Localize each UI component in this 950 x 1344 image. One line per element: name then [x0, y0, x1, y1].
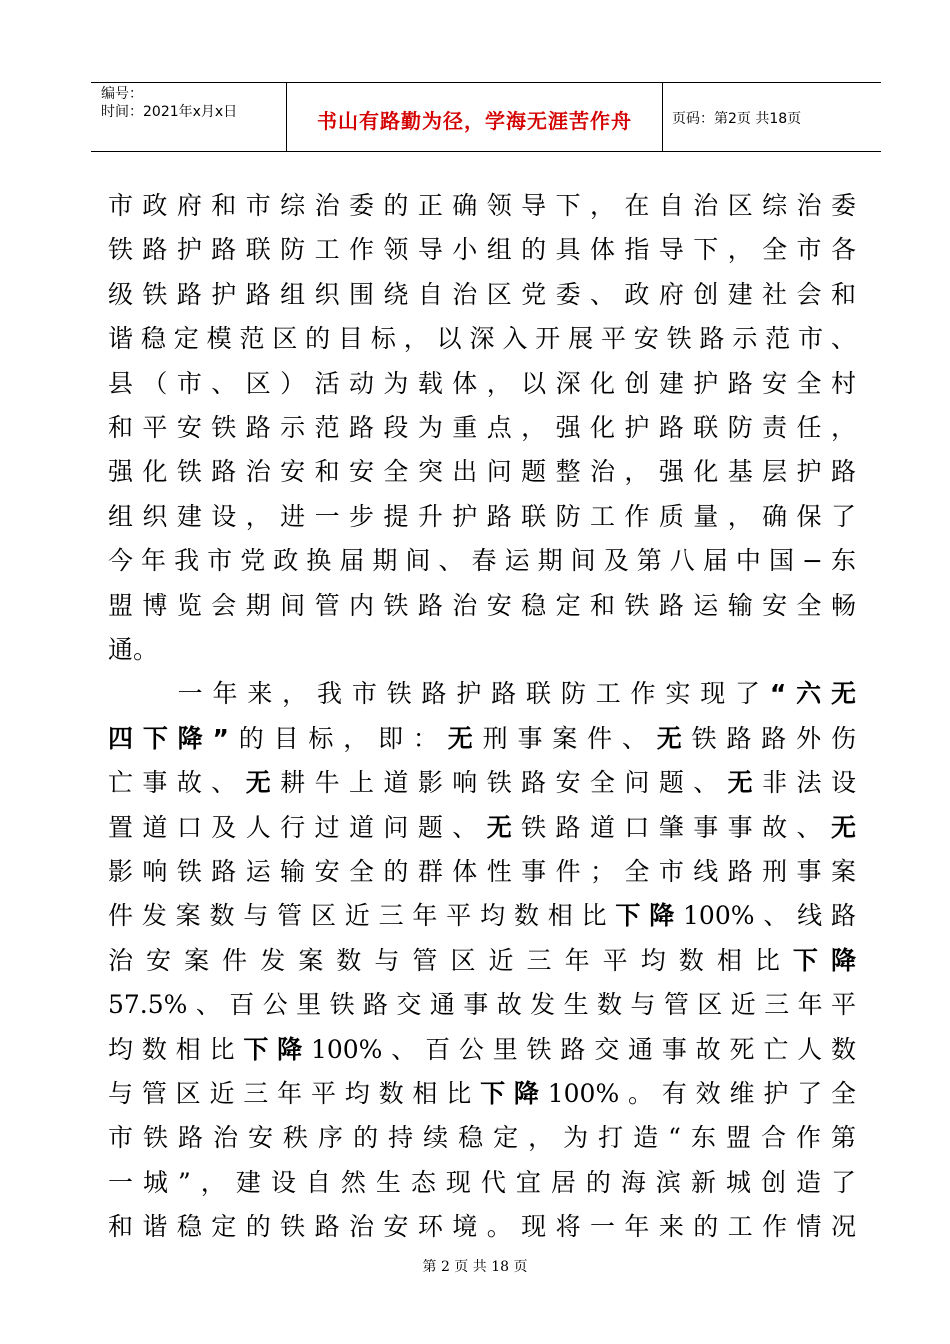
text-line	[108, 717, 856, 761]
text-segment: 件发案数与管区近三年平均数相比	[108, 901, 616, 931]
text-line	[108, 362, 856, 406]
text-line	[108, 1028, 856, 1072]
text-segment: 非法设	[762, 768, 856, 798]
emphasis-text: 无	[447, 723, 483, 753]
text-line	[108, 806, 856, 850]
emphasis-text: 下降	[480, 1079, 548, 1108]
text-line	[108, 495, 856, 539]
text-line	[108, 672, 856, 716]
text-segment: 市政府和市综治委的正确领导下，在自治区综治委	[108, 191, 856, 220]
text-line	[108, 1072, 856, 1116]
text-segment: 县（市、区）活动为载体，以深化创建护路安全村	[108, 368, 856, 398]
text-segment: 强化铁路治安和安全突出问题整治，强化基层护路	[108, 457, 856, 487]
text-line	[108, 539, 856, 583]
page-label: 页码：第2页 共18页	[672, 111, 802, 127]
text-segment: 置道口及人行过道问题、	[108, 812, 487, 842]
text-segment: 谐稳定模范区的目标，以深入开展平安铁路示范市、	[108, 324, 856, 354]
emphasis-text: 无	[656, 723, 692, 753]
text-line	[108, 939, 856, 983]
emphasis-text: 无	[245, 768, 281, 798]
text-segment: 市铁路治安秩序的持续稳定，为打造“东盟合作第	[108, 1123, 856, 1153]
motto: 书山有路勤为径，学海无涯苦作舟	[317, 109, 632, 133]
emphasis-text: “六无	[769, 679, 856, 709]
text-segment: 铁路护路联防工作领导小组的具体指导下，全市各	[108, 235, 856, 265]
text-line	[108, 317, 856, 361]
emphasis-text: 无	[727, 768, 763, 798]
text-segment: 治安案件发案数与管区近三年平均数相比	[108, 945, 793, 975]
text-segment: 今年我市党政换届期间、春运期间及第八届中国−东	[108, 546, 856, 576]
text-line	[108, 628, 856, 672]
text-segment: 组织建设，进一步提升护路联防工作质量，确保了	[108, 501, 856, 531]
text-segment: 均数相比	[108, 1034, 244, 1064]
page-footer: 第 2 页 共 18 页	[422, 1259, 528, 1275]
text-line	[108, 1205, 856, 1249]
header-page-cell	[662, 83, 881, 151]
text-line	[108, 850, 856, 894]
emphasis-text: 无	[486, 812, 522, 842]
text-line	[108, 983, 856, 1027]
text-segment: 100%、线路	[683, 901, 856, 931]
text-segment: 通。	[108, 635, 159, 664]
text-segment: 耕牛上道影响铁路安全问题、	[280, 768, 728, 798]
emphasis-text: 四下降”	[108, 723, 229, 753]
text-line	[108, 1116, 856, 1160]
text-segment: 铁路道口肇事事故、	[521, 812, 831, 842]
text-segment: 100%。有效维护了全	[547, 1079, 856, 1108]
emphasis-text: 下降	[243, 1034, 311, 1064]
text-line	[108, 761, 856, 805]
text-segment: 和谐稳定的铁路治安环境。现将一年来的工作情况	[108, 1212, 856, 1242]
text-segment: 100%、百公里铁路交通事故死亡人数	[310, 1034, 856, 1064]
text-line	[108, 184, 856, 228]
text-segment: 一年来，我市铁路护路联防工作实现了	[108, 679, 770, 709]
text-segment: 和平安铁路示范路段为重点，强化护路联防责任，	[108, 413, 856, 442]
text-segment: 盟博览会期间管内铁路治安稳定和铁路运输安全畅	[108, 590, 856, 620]
text-line	[108, 406, 856, 450]
text-segment: 刑事案件、	[482, 723, 657, 753]
time-label: 时间：2021年x月x日	[101, 104, 238, 120]
text-segment: 57.5%、百公里铁路交通事故发生数与管区近三年平	[108, 990, 856, 1020]
text-line	[108, 450, 856, 494]
header-motto-cell	[286, 83, 663, 151]
text-segment: 影响铁路运输安全的群体性事件；全市线路刑事案	[108, 857, 856, 886]
text-segment: 一城”，建设自然生态现代宜居的海滨新城创造了	[108, 1167, 856, 1197]
text-segment: 亡事故、	[108, 768, 246, 798]
header-meta-cell	[91, 83, 286, 151]
emphasis-text: 下降	[792, 945, 856, 975]
text-segment: 与管区近三年平均数相比	[108, 1079, 481, 1108]
text-line	[108, 228, 856, 272]
text-segment: 的目标，即：	[228, 723, 448, 753]
emphasis-text: 无	[830, 812, 856, 842]
text-line	[108, 1161, 856, 1205]
document-header	[91, 82, 881, 152]
emphasis-text: 下降	[615, 901, 684, 931]
text-line	[108, 894, 856, 938]
number-label: 编号：	[101, 86, 143, 102]
text-segment: 铁路路外伤	[691, 723, 856, 753]
text-segment: 级铁路护路组织围绕自治区党委、政府创建社会和	[108, 279, 856, 309]
text-line	[108, 584, 856, 628]
text-line	[108, 273, 856, 317]
